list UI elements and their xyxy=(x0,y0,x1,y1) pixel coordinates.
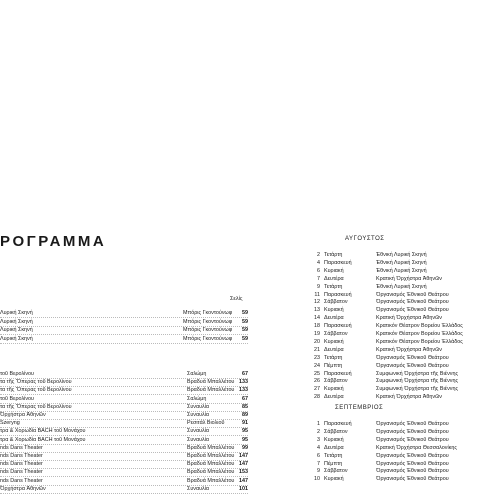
schedule-weekday: Δευτέρα xyxy=(324,346,344,353)
schedule-date: 3 xyxy=(317,436,320,443)
program-title: τα τῆς Ὄπερας τοῦ Βερολίνου xyxy=(0,387,72,394)
program-work: Μπόρις Γκοντούνωφ xyxy=(183,336,233,343)
program-title: nds Dans Theater xyxy=(0,469,43,476)
schedule-date: 4 xyxy=(317,444,320,451)
program-work: Μπόρις Γκοντούνωφ xyxy=(183,327,233,334)
schedule-weekday: Παρασκευή xyxy=(324,291,352,298)
schedule-weekday: Σάββατον xyxy=(324,468,348,475)
schedule-date: 24 xyxy=(314,362,320,369)
program-work: Συναυλία xyxy=(187,485,210,492)
schedule-weekday: Δευτέρα xyxy=(324,444,344,451)
schedule-date: 2 xyxy=(317,252,320,258)
program-title: nds Dans Theater xyxy=(0,453,43,459)
schedule-weekday: Σάββατον xyxy=(324,299,348,306)
schedule-row xyxy=(308,370,494,378)
program-page: 59 xyxy=(242,318,248,325)
schedule-event: Ἐθνική Λυρική Σκηνή xyxy=(376,259,427,266)
schedule-event: Ὀργανισμός Ἐθνικοῦ Θεάτρου xyxy=(376,452,449,459)
schedule-date: 27 xyxy=(314,386,320,393)
program-work: Βραδυά Μπαλλέτου xyxy=(187,453,235,459)
schedule-date: 4 xyxy=(317,259,320,266)
program-title: nds Dans Theater xyxy=(0,477,43,484)
schedule-row xyxy=(308,436,494,444)
program-page: 147 xyxy=(239,453,248,459)
schedule-date: 14 xyxy=(314,315,320,322)
schedule-date: 25 xyxy=(314,370,320,377)
schedule-date: 13 xyxy=(314,307,320,314)
program-title: nds Dans Theater xyxy=(0,444,43,451)
schedule-row xyxy=(308,306,494,314)
schedule-row xyxy=(308,283,494,291)
schedule-weekday: Δευτέρα xyxy=(324,315,344,322)
program-page: 59 xyxy=(242,336,248,343)
schedule-date: 23 xyxy=(314,354,320,361)
program-page: 59 xyxy=(242,327,248,334)
schedule-date: 18 xyxy=(314,323,320,330)
program-work: Συναυλία xyxy=(187,403,210,410)
schedule-weekday: Κυριακή xyxy=(324,338,344,345)
schedule-event: Ὀργανισμός Ἐθνικοῦ Θεάτρου xyxy=(376,428,449,435)
schedule-row xyxy=(308,428,494,436)
program-title: τα τῆς Ὄπερας τοῦ Βερολίνου xyxy=(0,379,72,386)
schedule-event: Συμφωνική Ὀρχήστρα τῆς Βιέννης xyxy=(376,378,459,385)
schedule-row xyxy=(308,338,494,346)
program-work: Συναυλία xyxy=(187,436,210,443)
schedule-row xyxy=(308,444,494,452)
schedule-weekday: Σάββατον xyxy=(324,378,348,385)
schedule-weekday: Τετάρτη xyxy=(324,283,343,290)
schedule-row xyxy=(308,346,494,354)
schedule-event: Κρατικόν Θέατρον Βορείου Ἑλλάδος xyxy=(376,331,463,337)
schedule-row xyxy=(308,322,494,330)
program-page: 99 xyxy=(242,444,248,451)
program-title: Λυρική Σκηνή xyxy=(0,327,33,334)
program-title: Λυρική Σκηνή xyxy=(0,318,33,325)
program-page: 95 xyxy=(242,428,248,435)
schedule-weekday: Κυριακή xyxy=(324,267,344,274)
schedule-weekday: Κυριακή xyxy=(324,476,344,483)
schedule-date: 2 xyxy=(317,428,320,435)
schedule-row xyxy=(308,291,494,299)
schedule-event: Κρατική Ὀρχήστρα Ἀθηνῶν xyxy=(376,394,442,401)
month-label-september: ΣΕΠΤΕΜΒΡΙΟΣ xyxy=(335,405,384,411)
program-row xyxy=(0,326,248,335)
schedule-event: Ὀργανισμός Ἐθνικοῦ Θεάτρου xyxy=(376,362,449,369)
schedule-weekday: Κυριακή xyxy=(324,386,344,393)
schedule-weekday: Παρασκευή xyxy=(324,370,352,377)
schedule-date: 9 xyxy=(317,283,320,290)
program-title: nds Dans Theater xyxy=(0,461,43,468)
program-page: 89 xyxy=(242,412,248,418)
program-page: 101 xyxy=(239,485,248,492)
schedule-weekday: Τετάρτη xyxy=(324,252,343,258)
program-page: 133 xyxy=(239,387,248,394)
program-page: 91 xyxy=(242,420,248,427)
schedule-date: 9 xyxy=(317,468,320,475)
schedule-weekday: Πέμπτη xyxy=(324,362,343,369)
schedule-row xyxy=(308,259,494,267)
program-title: Λυρική Σκηνή xyxy=(0,336,33,343)
program-page: 153 xyxy=(239,469,248,476)
schedule-event: Ἐθνική Λυρική Σκηνή xyxy=(376,267,427,274)
schedule-date: 26 xyxy=(314,378,320,385)
schedule-row xyxy=(308,475,494,483)
program-title: τοῦ Βερολίνου xyxy=(0,395,34,402)
program-work: Βραδυά Μπαλλέτου xyxy=(187,379,235,386)
program-work: Σαλώμη xyxy=(187,395,207,402)
schedule-row xyxy=(308,460,494,468)
program-work: Βραδυά Μπαλλέτου xyxy=(187,444,235,451)
schedule-date: 11 xyxy=(314,291,320,298)
schedule-event: Συμφωνική Ὀρχήστρα τῆς Βιέννης xyxy=(376,386,459,393)
schedule-event: Συμφωνική Ὀρχήστρα τῆς Βιέννης xyxy=(376,370,459,377)
schedule-date: 10 xyxy=(314,476,320,483)
schedule-event: Ὀργανισμός Ἐθνικοῦ Θεάτρου xyxy=(376,299,449,306)
schedule-date: 1 xyxy=(317,421,320,427)
schedule-row xyxy=(308,275,494,283)
schedule-row xyxy=(308,385,494,393)
schedule-row xyxy=(308,298,494,306)
program-work: Σαλώμη xyxy=(187,371,207,377)
program-title: τρα & Χορωδία BACH τοῦ Μονάχου xyxy=(0,436,86,443)
program-title: Ὀρχήστρα Ἀθηνῶν xyxy=(0,485,46,492)
program-work: Βραδυά Μπαλλέτου xyxy=(187,461,235,468)
program-page: 67 xyxy=(242,371,248,377)
schedule-row xyxy=(308,377,494,385)
schedule-event: Ὀργανισμός Ἐθνικοῦ Θεάτρου xyxy=(376,354,449,361)
schedule-row xyxy=(308,452,494,460)
program-title: τοῦ Βερολίνου xyxy=(0,371,34,377)
program-title: Szeryng xyxy=(0,420,20,427)
schedule-event: Ὀργανισμός Ἐθνικοῦ Θεάτρου xyxy=(376,460,449,467)
program-title: Ὀρχήστρα Ἀθηνῶν xyxy=(0,412,46,418)
schedule-row xyxy=(308,314,494,322)
schedule-event: Κρατικόν Θέατρον Βορείου Ἑλλάδος xyxy=(376,338,463,345)
schedule-row xyxy=(308,330,494,338)
schedule-event: Κρατικόν Θέατρον Βορείου Ἑλλάδος xyxy=(376,323,463,330)
schedule-date: 20 xyxy=(314,338,320,345)
program-page: 95 xyxy=(242,436,248,443)
schedule-weekday: Δευτέρα xyxy=(324,394,344,401)
schedule-event: Ὀργανισμός Ἐθνικοῦ Θεάτρου xyxy=(376,436,449,443)
schedule-weekday: Σάββατον xyxy=(324,331,348,337)
month-label-august: ΑΥΓΟΥΣΤΟΣ xyxy=(345,236,385,242)
schedule-weekday: Πέμπτη xyxy=(324,460,343,467)
program-work: Μπόρις Γκοντούνωφ xyxy=(183,318,233,325)
schedule-row xyxy=(308,362,494,370)
schedule-event: Κρατική Ὀρχήστρα Ἀθηνῶν xyxy=(376,346,442,353)
program-work: Ρεσιτάλ Βιολιοῦ xyxy=(187,420,225,427)
schedule-row xyxy=(308,420,494,428)
schedule-row xyxy=(308,354,494,362)
schedule-weekday: Σάββατον xyxy=(324,428,348,435)
program-work: Συναυλία xyxy=(187,428,210,435)
schedule-event: Κρατική Ὀρχήστρα Ἀθηνῶν xyxy=(376,275,442,282)
schedule-event: Ἐθνική Λυρική Σκηνή xyxy=(376,252,427,258)
program-title: τα τῆς Ὄπερας τοῦ Βερολίνου xyxy=(0,403,72,410)
schedule-row xyxy=(308,251,494,259)
schedule-row xyxy=(308,267,494,275)
program-page: 147 xyxy=(239,461,248,468)
schedule-weekday: Παρασκευή xyxy=(324,259,352,266)
program-row xyxy=(0,485,248,494)
program-title: Λυρική Σκηνή xyxy=(0,310,33,316)
schedule-event: Κρατική Ὀρχήστρα Θεσσαλονίκης xyxy=(376,444,457,451)
program-page: 85 xyxy=(242,403,248,410)
schedule-event: Ὀργανισμός Ἐθνικοῦ Θεάτρου xyxy=(376,468,449,475)
program-page: 59 xyxy=(242,310,248,316)
program-row xyxy=(0,318,248,327)
schedule-date: 19 xyxy=(314,331,320,337)
schedule-date: 28 xyxy=(314,394,320,401)
schedule-weekday: Τετάρτη xyxy=(324,452,343,459)
schedule-event: Ὀργανισμός Ἐθνικοῦ Θεάτρου xyxy=(376,476,449,483)
schedule-date: 21 xyxy=(314,346,320,353)
program-row xyxy=(0,309,248,318)
program-work: Βραδυά Μπαλλέτου xyxy=(187,387,235,394)
schedule-date: 12 xyxy=(314,299,320,306)
program-page: 133 xyxy=(239,379,248,386)
schedule-event: Ὀργανισμός Ἐθνικοῦ Θεάτρου xyxy=(376,421,449,427)
schedule-event: Ὀργανισμός Ἐθνικοῦ Θεάτρου xyxy=(376,307,449,314)
schedule-weekday: Παρασκευή xyxy=(324,421,352,427)
schedule-date: 6 xyxy=(317,267,320,274)
schedule-event: Ὀργανισμός Ἐθνικοῦ Θεάτρου xyxy=(376,291,449,298)
program-page: 147 xyxy=(239,477,248,484)
schedule-date: 7 xyxy=(317,460,320,467)
program-work: Βραδυά Μπαλλέτου xyxy=(187,469,235,476)
program-page: 67 xyxy=(242,395,248,402)
schedule-row xyxy=(308,467,494,475)
program-work: Συναυλία xyxy=(187,412,210,418)
schedule-weekday: Κυριακή xyxy=(324,307,344,314)
schedule-weekday: Παρασκευή xyxy=(324,323,352,330)
program-title: τρα & Χορωδία BACH τοῦ Μονάχου xyxy=(0,428,86,435)
schedule-weekday: Κυριακή xyxy=(324,436,344,443)
schedule-date: 6 xyxy=(317,452,320,459)
schedule-date: 7 xyxy=(317,275,320,282)
schedule-weekday: Δευτέρα xyxy=(324,275,344,282)
page-column-header: Σελίς xyxy=(230,296,243,302)
schedule-event: Κρατική Ὀρχήστρα Ἀθηνῶν xyxy=(376,315,442,322)
program-work: Μπόρις Γκοντούνωφ xyxy=(183,310,233,316)
schedule-event: Ἐθνική Λυρική Σκηνή xyxy=(376,283,427,290)
page-title: ΡΟΓΡΑΜΜΑ xyxy=(0,233,107,250)
program-row xyxy=(0,335,248,344)
program-work: Βραδυά Μπαλλέτου xyxy=(187,477,235,484)
schedule-row xyxy=(308,393,494,401)
schedule-weekday: Τετάρτη xyxy=(324,354,343,361)
